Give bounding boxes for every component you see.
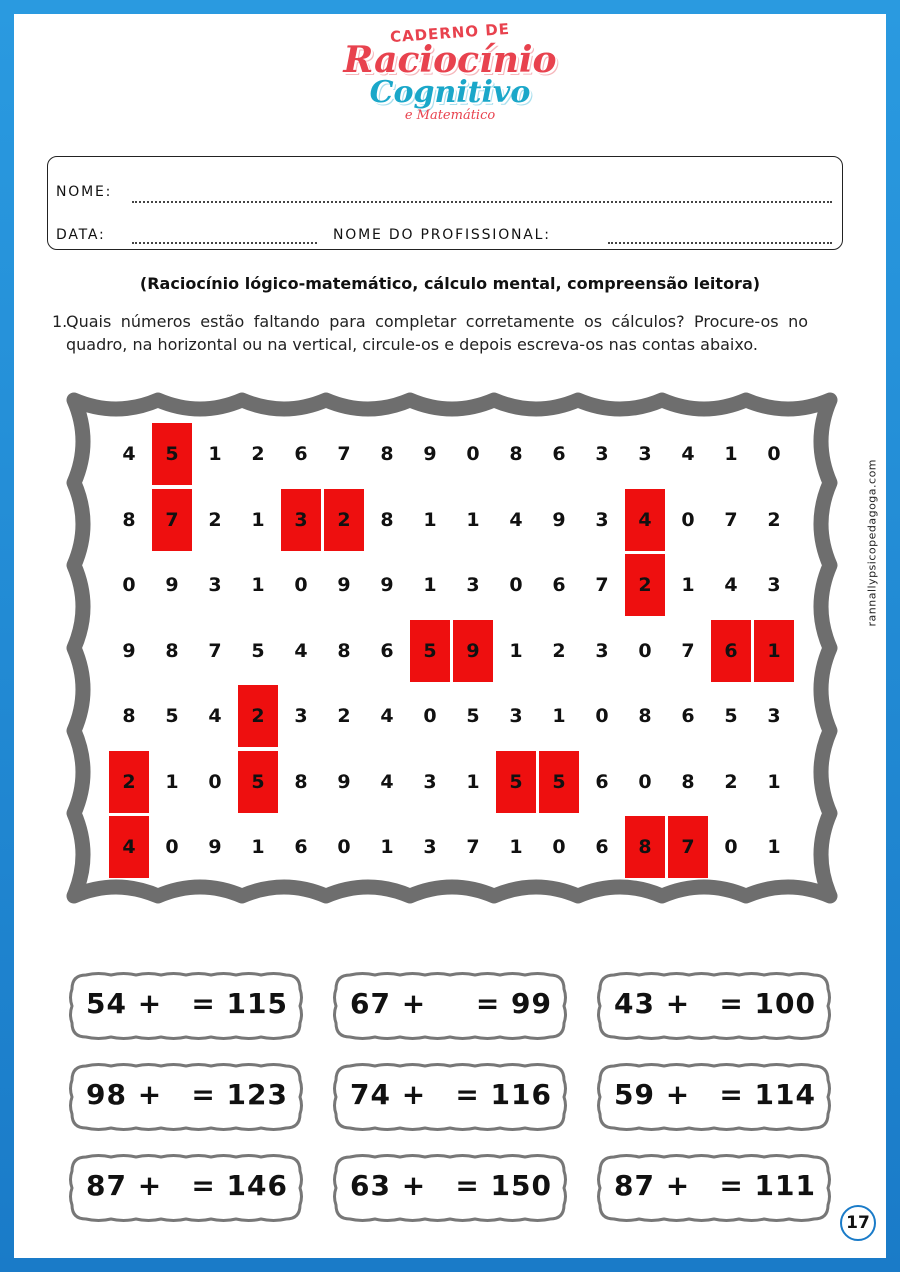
- grid-cell[interactable]: 7: [681, 639, 695, 662]
- equation-result: = 114: [719, 1078, 816, 1111]
- grid-cell[interactable]: 9: [122, 639, 136, 662]
- grid-cell[interactable]: 6: [552, 443, 566, 465]
- grid-cell[interactable]: 3: [466, 574, 480, 596]
- grid-cell[interactable]: 1: [767, 770, 781, 793]
- logo-line-3: Cognitivo: [369, 75, 531, 110]
- equation-card[interactable]: [596, 1153, 832, 1223]
- grid-cell-highlighted[interactable]: 2: [108, 750, 150, 814]
- activity-subtitle: (Raciocínio lógico-matemático, cálculo mental, compreensão leitora): [139, 274, 761, 293]
- grid-cell[interactable]: 6: [595, 770, 609, 793]
- equation-card[interactable]: [596, 1062, 832, 1132]
- grid-cell[interactable]: 1: [681, 574, 695, 596]
- equation-addend: 98 +: [86, 1078, 163, 1111]
- equation-card[interactable]: [596, 971, 832, 1041]
- grid-cell[interactable]: 7: [337, 443, 351, 465]
- grid-cell[interactable]: 2: [251, 443, 265, 465]
- grid-cell[interactable]: 0: [294, 574, 308, 596]
- grid-cell-highlighted[interactable]: 2: [323, 488, 365, 552]
- grid-cell[interactable]: 7: [208, 639, 222, 662]
- grid-cell[interactable]: 3: [767, 574, 781, 596]
- grid-cell[interactable]: 3: [595, 508, 609, 531]
- equation-addend: 87 +: [86, 1169, 163, 1202]
- equation-card[interactable]: [332, 1062, 568, 1132]
- page-number: 17: [840, 1205, 876, 1241]
- logo-line-1: CADERNO DE: [389, 19, 511, 47]
- grid-cell[interactable]: 6: [294, 443, 308, 465]
- grid-cell[interactable]: 4: [681, 443, 695, 465]
- grid-cell-highlighted[interactable]: 7: [667, 815, 709, 879]
- grid-cell[interactable]: 8: [122, 508, 136, 531]
- grid-cell[interactable]: 3: [638, 443, 652, 465]
- logo-line-4: e Matemático: [404, 108, 496, 123]
- equation-card[interactable]: [68, 971, 304, 1041]
- equation-result: = 123: [191, 1078, 288, 1111]
- grid-cell[interactable]: 3: [509, 705, 523, 727]
- grid-cell[interactable]: 0: [337, 836, 351, 858]
- grid-cell[interactable]: 0: [767, 443, 781, 465]
- grid-cell[interactable]: 1: [509, 836, 523, 858]
- grid-cell[interactable]: 5: [466, 705, 480, 727]
- date-label: DATA:: [56, 227, 106, 243]
- grid-cell[interactable]: 1: [466, 508, 480, 531]
- grid-cell[interactable]: 8: [337, 639, 351, 662]
- grid-cell[interactable]: 8: [294, 770, 308, 793]
- grid-cell[interactable]: 6: [380, 639, 394, 662]
- grid-cell[interactable]: 7: [724, 508, 738, 531]
- grid-cell[interactable]: 8: [165, 639, 179, 662]
- grid-cell-highlighted[interactable]: 4: [108, 815, 150, 879]
- grid-cell[interactable]: 0: [423, 705, 437, 727]
- grid-cell-highlighted[interactable]: 2: [237, 684, 279, 748]
- grid-cell[interactable]: 0: [595, 705, 609, 727]
- grid-cell[interactable]: 8: [638, 705, 652, 727]
- grid-cell[interactable]: 6: [552, 574, 566, 596]
- grid-cell[interactable]: 1: [423, 574, 437, 596]
- name-label: NOME:: [56, 184, 113, 200]
- grid-cell[interactable]: 1: [165, 770, 179, 793]
- grid-cell[interactable]: 9: [337, 770, 351, 793]
- grid-cell[interactable]: 5: [724, 705, 738, 727]
- grid-cell[interactable]: 2: [208, 508, 222, 531]
- grid-cell-highlighted[interactable]: 5: [151, 422, 193, 486]
- grid-cell[interactable]: 1: [724, 443, 738, 465]
- grid-cell-highlighted[interactable]: 7: [151, 488, 193, 552]
- instruction-number: 1.: [52, 312, 68, 331]
- grid-cell[interactable]: 9: [337, 574, 351, 596]
- grid-cell[interactable]: 0: [724, 836, 738, 858]
- logo-line-2: Raciocínio: [343, 39, 557, 81]
- grid-cell[interactable]: 0: [681, 508, 695, 531]
- grid-cell[interactable]: 7: [595, 574, 609, 596]
- grid-cell[interactable]: 9: [552, 508, 566, 531]
- grid-cell-highlighted[interactable]: 8: [624, 815, 666, 879]
- equation-addend: 87 +: [614, 1169, 691, 1202]
- equation-result: = 146: [191, 1169, 288, 1202]
- grid-cell[interactable]: 6: [681, 705, 695, 727]
- grid-cell[interactable]: 3: [767, 705, 781, 727]
- grid-cell-highlighted[interactable]: 1: [753, 619, 795, 683]
- grid-cell[interactable]: 0: [509, 574, 523, 596]
- equation-result: = 115: [191, 987, 288, 1020]
- grid-cell[interactable]: 0: [552, 836, 566, 858]
- equation-result: = 100: [719, 987, 816, 1020]
- equation-card[interactable]: [68, 1153, 304, 1223]
- grid-cell[interactable]: 4: [724, 574, 738, 596]
- equation-addend: 43 +: [614, 987, 691, 1020]
- grid-cell[interactable]: 3: [595, 639, 609, 662]
- equation-addend: 54 +: [86, 987, 163, 1020]
- equation-result: = 99: [475, 987, 552, 1020]
- grid-cell[interactable]: 1: [251, 508, 265, 531]
- grid-cell[interactable]: 3: [423, 770, 437, 793]
- grid-cell[interactable]: 1: [509, 639, 523, 662]
- grid-cell-highlighted[interactable]: 5: [538, 750, 580, 814]
- grid-cell-highlighted[interactable]: 2: [624, 553, 666, 617]
- professional-label: NOME DO PROFISSIONAL:: [333, 227, 551, 243]
- grid-cell[interactable]: 0: [122, 574, 136, 596]
- grid-cell[interactable]: 8: [122, 705, 136, 727]
- grid-cell[interactable]: 1: [251, 574, 265, 596]
- grid-cell[interactable]: 3: [294, 705, 308, 727]
- grid-cell-highlighted[interactable]: 5: [237, 750, 279, 814]
- grid-cell[interactable]: 3: [208, 574, 222, 596]
- grid-cell-highlighted[interactable]: 3: [280, 488, 322, 552]
- grid-cell[interactable]: 2: [767, 508, 781, 531]
- grid-cell[interactable]: 2: [724, 770, 738, 793]
- grid-cell[interactable]: 7: [466, 836, 480, 858]
- grid-cell[interactable]: 1: [767, 836, 781, 858]
- grid-cell[interactable]: 8: [380, 443, 394, 465]
- grid-cell[interactable]: 0: [638, 639, 652, 662]
- website-credit: rannallypsicopedagoga.com: [865, 458, 879, 627]
- grid-cell[interactable]: 5: [165, 705, 179, 727]
- grid-cell[interactable]: 8: [380, 508, 394, 531]
- grid-cell[interactable]: 1: [466, 770, 480, 793]
- grid-cell[interactable]: 1: [208, 443, 222, 465]
- grid-cell[interactable]: 9: [380, 574, 394, 596]
- equation-result: = 111: [719, 1169, 816, 1202]
- grid-cell[interactable]: 1: [251, 836, 265, 858]
- grid-cell[interactable]: 9: [165, 574, 179, 596]
- grid-cell[interactable]: 8: [681, 770, 695, 793]
- equation-card[interactable]: [332, 1153, 568, 1223]
- grid-cell-highlighted[interactable]: 4: [624, 488, 666, 552]
- equation-card[interactable]: [332, 971, 568, 1041]
- grid-cell[interactable]: 4: [294, 639, 308, 662]
- grid-cell[interactable]: 5: [251, 639, 265, 662]
- equation-result: = 150: [455, 1169, 552, 1202]
- grid-cell[interactable]: 8: [509, 443, 523, 465]
- grid-cell[interactable]: 4: [380, 770, 394, 793]
- equation-addend: 59 +: [614, 1078, 691, 1111]
- grid-cell-highlighted[interactable]: 6: [710, 619, 752, 683]
- equation-result: = 116: [455, 1078, 552, 1111]
- grid-cell[interactable]: 6: [294, 836, 308, 858]
- grid-cell-highlighted[interactable]: 5: [495, 750, 537, 814]
- grid-cell[interactable]: 2: [337, 705, 351, 727]
- grid-cell-highlighted[interactable]: 5: [409, 619, 451, 683]
- grid-cell[interactable]: 1: [552, 705, 566, 727]
- grid-cell[interactable]: 0: [165, 836, 179, 858]
- grid-cell[interactable]: 3: [423, 836, 437, 858]
- grid-cell[interactable]: 4: [208, 705, 222, 727]
- equation-addend: 74 +: [350, 1078, 427, 1111]
- grid-cell[interactable]: 6: [595, 836, 609, 858]
- grid-cell[interactable]: 9: [208, 836, 222, 858]
- grid-cell[interactable]: 3: [595, 443, 609, 465]
- grid-cell[interactable]: 4: [509, 508, 523, 531]
- grid-cell[interactable]: 0: [638, 770, 652, 793]
- grid-cell[interactable]: 4: [380, 705, 394, 727]
- equation-addend: 63 +: [350, 1169, 427, 1202]
- instruction-text: Quais números estão faltando para completar corretamente os cálculos? Procure-os no quadro, na horizontal ou na vertical, circule-os e depois escreva-os nas contas abaixo.: [66, 312, 808, 354]
- grid-cell[interactable]: 2: [552, 639, 566, 662]
- grid-cell[interactable]: 9: [423, 443, 437, 465]
- grid-cell[interactable]: 0: [208, 770, 222, 793]
- equation-card[interactable]: [68, 1062, 304, 1132]
- grid-cell[interactable]: 1: [423, 508, 437, 531]
- grid-cell[interactable]: 4: [122, 443, 136, 465]
- grid-cell[interactable]: 0: [466, 443, 480, 465]
- grid-cell-highlighted[interactable]: 9: [452, 619, 494, 683]
- equation-addend: 67 +: [350, 987, 427, 1020]
- grid-cell[interactable]: 1: [380, 836, 394, 858]
